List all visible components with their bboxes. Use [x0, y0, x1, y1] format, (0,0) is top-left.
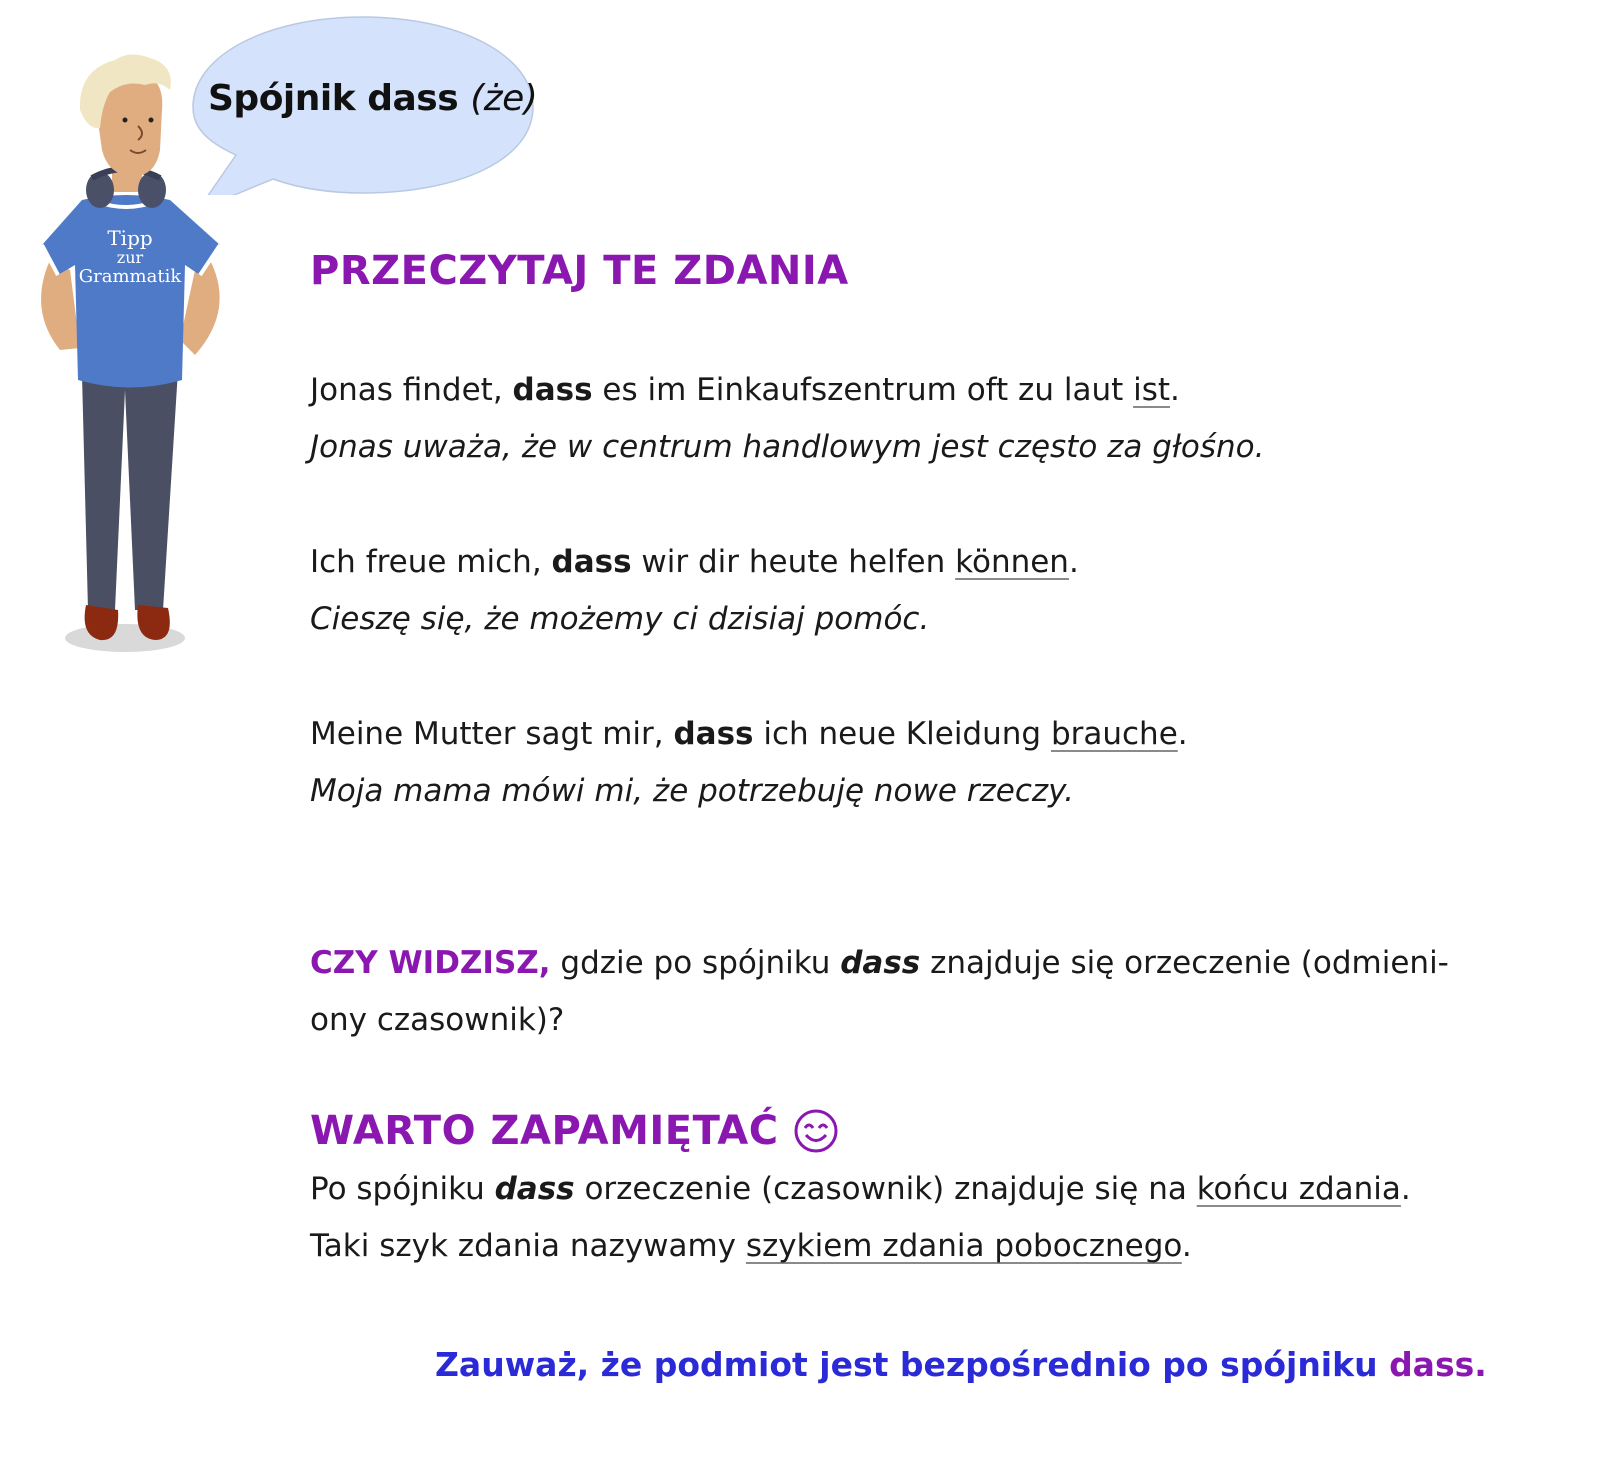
bubble-title-bold: Spójnik dass	[208, 78, 459, 119]
polish-translation-1: Jonas uważa, że w centrum handlowym jest często za głośno.	[310, 429, 1265, 465]
german-sentence-1	[310, 372, 1180, 408]
underlined-verb: können	[955, 544, 1069, 580]
section-heading-remember	[310, 1108, 839, 1154]
remember-line-2	[310, 1228, 1192, 1264]
sentence-text: es im Einkaufszentrum oft zu laut	[592, 372, 1134, 408]
sentence-text: wir dir heute helfen	[631, 544, 956, 580]
conjunction-dass: dass.	[1389, 1345, 1487, 1384]
remember-line-1	[310, 1171, 1411, 1207]
subject-note	[435, 1345, 1487, 1384]
sentence-end: .	[1177, 716, 1188, 752]
svg-text:Grammatik: Grammatik	[78, 266, 182, 287]
sentence-text: ich neue Kleidung	[753, 716, 1051, 752]
sentence-end: .	[1400, 1171, 1411, 1207]
remember-text: Taki szyk zdania nazywamy	[310, 1228, 746, 1264]
svg-text:Tipp: Tipp	[107, 226, 153, 250]
question-line-2: ony czasownik)?	[310, 1002, 565, 1038]
bubble-title-italic: (że)	[470, 78, 538, 119]
sentence-text: Meine Mutter sagt mir,	[310, 716, 674, 752]
conjunction-dass: dass	[673, 716, 754, 752]
polish-translation-2: Cieszę się, że możemy ci dzisiaj pomóc.	[310, 601, 930, 637]
question-lead: CZY WIDZISZ,	[310, 945, 551, 981]
underlined-verb: ist	[1133, 372, 1171, 408]
remember-text: Po spójniku	[310, 1171, 495, 1207]
underlined-phrase: końcu zdania	[1196, 1171, 1401, 1207]
question-line-1	[310, 945, 1449, 981]
question-text: znajduje się orzeczenie (odmieni-	[920, 945, 1449, 981]
sentence-end: .	[1170, 372, 1180, 408]
conjunction-dass: dass	[840, 945, 921, 981]
note-text: Zauważ, że podmiot jest bezpośrednio po spójniku	[435, 1345, 1390, 1384]
sentence-end: .	[1068, 544, 1079, 580]
conjunction-dass: dass	[494, 1171, 575, 1207]
section-heading-read: PRZECZYTAJ TE ZDANIA	[310, 248, 849, 294]
german-sentence-3	[310, 716, 1188, 752]
german-sentence-2	[310, 544, 1079, 580]
polish-translation-3: Moja mama mówi mi, że potrzebuję nowe rzeczy.	[310, 773, 1074, 809]
remember-heading-text: WARTO ZAPAMIĘTAĆ	[310, 1108, 779, 1154]
remember-text: orzeczenie (czasownik) znajduje się na	[574, 1171, 1197, 1207]
conjunction-dass: dass	[551, 544, 632, 580]
sentence-text: Ich freue mich,	[310, 544, 552, 580]
underlined-phrase: szykiem zdania pobocznego	[745, 1228, 1182, 1264]
question-text: gdzie po spójniku	[550, 945, 841, 981]
svg-text:zur: zur	[116, 248, 144, 267]
sentence-end: .	[1181, 1228, 1192, 1264]
underlined-verb: brauche	[1050, 716, 1178, 752]
character-illustration	[20, 50, 250, 680]
sentence-text: Jonas findet,	[310, 372, 513, 408]
conjunction-dass: dass	[512, 372, 593, 408]
smiling-face-icon	[793, 1108, 839, 1154]
bubble-title	[208, 78, 537, 119]
